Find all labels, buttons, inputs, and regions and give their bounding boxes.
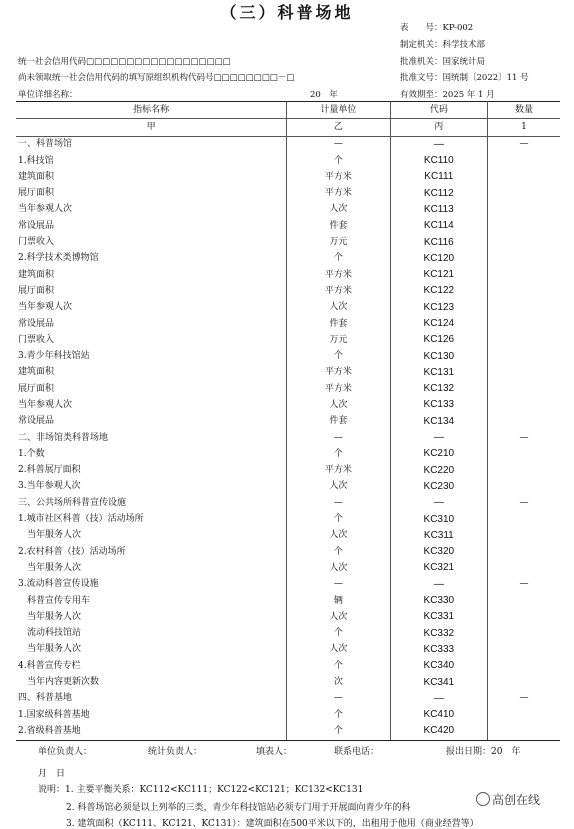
- indicator-name: 当年服务人次: [16, 528, 287, 544]
- credit-code-field: 统一社会信用代码□□□□□□□□□□□□□□□□□□: [18, 57, 231, 67]
- subheader-cell: 甲: [16, 119, 287, 136]
- quantity-cell[interactable]: [488, 658, 560, 674]
- unit-cell: 个: [287, 153, 390, 169]
- table-row: [16, 251, 560, 267]
- table-row: [16, 397, 560, 413]
- subheader-cell: 1: [488, 119, 560, 136]
- quantity-cell[interactable]: [488, 332, 560, 348]
- code-cell: KC111: [390, 169, 487, 185]
- unit-cell: 人次: [287, 642, 390, 658]
- watermark-text: 高创在线: [492, 793, 541, 807]
- indicator-name: 门票收入: [16, 234, 287, 250]
- indicator-name: 门票收入: [16, 332, 287, 348]
- header-quantity: 数量: [488, 102, 560, 119]
- quantity-cell[interactable]: [488, 169, 560, 185]
- quantity-cell[interactable]: [488, 348, 560, 364]
- watermark: [476, 791, 540, 808]
- table-row: [16, 577, 560, 593]
- code-cell: KC124: [390, 316, 487, 332]
- unit-cell: 平方米: [287, 185, 390, 201]
- indicator-name: 3.流动科普宣传设施: [16, 577, 287, 593]
- indicator-name: 1.个数: [16, 446, 287, 462]
- indicator-name: 2.科普展厅面积: [16, 463, 287, 479]
- code-cell: —: [390, 495, 487, 511]
- quantity-cell[interactable]: [488, 300, 560, 316]
- table-row: [16, 218, 560, 234]
- code-cell: KC132: [390, 381, 487, 397]
- unit-cell: 个: [287, 446, 390, 462]
- unit-cell: 人次: [287, 202, 390, 218]
- code-cell: KC123: [390, 300, 487, 316]
- code-cell: KC230: [390, 479, 487, 495]
- indicator-name: 建筑面积: [16, 169, 287, 185]
- indicator-name: 当年参观人次: [16, 202, 287, 218]
- indicator-name: 1.国家级科普基地: [16, 707, 287, 723]
- org-code-field: 尚未领取统一社会信用代码的填写原组织机构代码号□□□□□□□□－□: [18, 73, 295, 83]
- unit-cell: 个: [287, 723, 390, 740]
- code-cell: KC133: [390, 397, 487, 413]
- unit-cell: 个: [287, 707, 390, 723]
- form-number: 表 号：KP-002: [400, 23, 474, 33]
- quantity-cell[interactable]: [488, 234, 560, 250]
- indicator-name: 1.城市社区科普（技）活动场所: [16, 511, 287, 527]
- table-row: [16, 707, 560, 723]
- quantity-cell[interactable]: [488, 723, 560, 740]
- report-date-cont: 月 日: [38, 769, 66, 779]
- quantity-cell[interactable]: [488, 626, 560, 642]
- unit-cell: 个: [287, 348, 390, 364]
- code-cell: KC340: [390, 658, 487, 674]
- code-cell: KC321: [390, 560, 487, 576]
- code-cell: KC116: [390, 234, 487, 250]
- table-row: [16, 381, 560, 397]
- unit-cell: 人次: [287, 609, 390, 625]
- code-cell: KC332: [390, 626, 487, 642]
- unit-cell: 人次: [287, 560, 390, 576]
- code-cell: KC131: [390, 365, 487, 381]
- indicator-name: 常设展品: [16, 316, 287, 332]
- unit-cell: —: [287, 577, 390, 593]
- unit-cell: 平方米: [287, 365, 390, 381]
- quantity-cell[interactable]: [488, 479, 560, 495]
- quantity-cell[interactable]: [488, 446, 560, 462]
- subheader-cell: 丙: [390, 119, 487, 136]
- indicator-name: 三、公共场所科普宣传设施: [16, 495, 287, 511]
- stat-head-label: 统计负责人：: [148, 747, 203, 757]
- code-cell: KC330: [390, 593, 487, 609]
- indicator-name: 当年参观人次: [16, 397, 287, 413]
- table-row: [16, 723, 560, 740]
- indicator-name: 4.科普宣传专栏: [16, 658, 287, 674]
- indicator-name: 2.科学技术类博物馆: [16, 251, 287, 267]
- unit-name-field: 单位详细名称：: [18, 90, 78, 100]
- table-row: [16, 136, 560, 153]
- quantity-cell[interactable]: [488, 267, 560, 283]
- signature-line: [38, 744, 520, 757]
- table-row: [16, 511, 560, 527]
- indicator-name: 展厅面积: [16, 283, 287, 299]
- indicator-name: 常设展品: [16, 414, 287, 430]
- note-2: 2. 科普场馆必须是以上列举的三类，青少年科技馆站必须专门用于开展面向青少年的科: [66, 803, 411, 813]
- indicator-name: 3.当年参观人次: [16, 479, 287, 495]
- note-1: 说明：1. 主要平衡关系：KC112<KC111；KC122<KC121；KC132<KC131: [38, 785, 364, 795]
- unit-head-label: 单位负责人：: [38, 747, 93, 757]
- quantity-cell[interactable]: —: [519, 579, 529, 590]
- quantity-cell[interactable]: [488, 642, 560, 658]
- code-cell: KC331: [390, 609, 487, 625]
- table-row: [16, 348, 560, 364]
- indicator-name: 2.农村科普（技）活动场所: [16, 544, 287, 560]
- table-row: [16, 234, 560, 250]
- unit-cell: 个: [287, 544, 390, 560]
- code-cell: KC126: [390, 332, 487, 348]
- indicator-name: 建筑面积: [16, 267, 287, 283]
- quantity-cell[interactable]: [488, 707, 560, 723]
- indicator-name: 科普宣传专用车: [16, 593, 287, 609]
- table-row: [16, 414, 560, 430]
- unit-cell: 万元: [287, 234, 390, 250]
- table-row: [16, 642, 560, 658]
- unit-cell: 件套: [287, 218, 390, 234]
- code-cell: KC210: [390, 446, 487, 462]
- unit-cell: 平方米: [287, 267, 390, 283]
- code-cell: —: [390, 430, 487, 446]
- unit-cell: 平方米: [287, 381, 390, 397]
- table-row: [16, 185, 560, 201]
- code-cell: KC341: [390, 674, 487, 690]
- table-row: [16, 495, 560, 511]
- quantity-cell[interactable]: [488, 674, 560, 690]
- table-row: [16, 560, 560, 576]
- quantity-cell[interactable]: —: [519, 693, 529, 704]
- code-cell: KC134: [390, 414, 487, 430]
- header-indicator: 指标名称: [16, 102, 287, 119]
- quantity-cell[interactable]: [488, 544, 560, 560]
- report-period: 20 年: [310, 90, 338, 100]
- table-row: [16, 446, 560, 462]
- code-cell: KC130: [390, 348, 487, 364]
- indicator-name: 展厅面积: [16, 381, 287, 397]
- filler-label: 填表人：: [256, 747, 293, 757]
- unit-cell: 个: [287, 511, 390, 527]
- unit-cell: 件套: [287, 316, 390, 332]
- table-row: [16, 332, 560, 348]
- code-cell: KC122: [390, 283, 487, 299]
- quantity-cell[interactable]: —: [519, 497, 529, 508]
- indicator-name: 1.科技馆: [16, 153, 287, 169]
- quantity-cell[interactable]: [488, 381, 560, 397]
- valid-until: 有效期至：2025 年 1 月: [400, 90, 495, 100]
- table-row: [16, 544, 560, 560]
- code-cell: KC420: [390, 723, 487, 740]
- code-cell: KC311: [390, 528, 487, 544]
- unit-cell: 个: [287, 626, 390, 642]
- unit-cell: 人次: [287, 397, 390, 413]
- quantity-cell[interactable]: [488, 218, 560, 234]
- unit-cell: 平方米: [287, 169, 390, 185]
- code-cell: KC121: [390, 267, 487, 283]
- indicator-name: 当年内容更新次数: [16, 674, 287, 690]
- unit-cell: 平方米: [287, 463, 390, 479]
- code-cell: KC320: [390, 544, 487, 560]
- code-cell: KC113: [390, 202, 487, 218]
- code-cell: KC410: [390, 707, 487, 723]
- table-row: [16, 609, 560, 625]
- quantity-cell[interactable]: [488, 283, 560, 299]
- table-row: [16, 283, 560, 299]
- unit-cell: —: [287, 430, 390, 446]
- indicator-name: 常设展品: [16, 218, 287, 234]
- indicator-name: 二、非场馆类科普场地: [16, 430, 287, 446]
- venue-table: [16, 101, 560, 741]
- phone-label: 联系电话：: [334, 747, 380, 757]
- indicator-name: 建筑面积: [16, 365, 287, 381]
- unit-cell: 次: [287, 674, 390, 690]
- table-row: [16, 658, 560, 674]
- approval-number: 批准文号：国统制〔2022〕11 号: [400, 73, 529, 83]
- indicator-name: 一、科普场馆: [16, 136, 287, 153]
- table-row: [16, 691, 560, 707]
- table-row: [16, 463, 560, 479]
- unit-cell: —: [287, 136, 390, 153]
- wechat-icon: [476, 792, 490, 806]
- quantity-cell[interactable]: [488, 609, 560, 625]
- code-cell: KC310: [390, 511, 487, 527]
- unit-cell: 人次: [287, 528, 390, 544]
- table-row: [16, 153, 560, 169]
- unit-cell: 人次: [287, 479, 390, 495]
- unit-cell: 辆: [287, 593, 390, 609]
- table-row: [16, 430, 560, 446]
- quantity-cell[interactable]: [488, 414, 560, 430]
- quantity-cell[interactable]: [488, 397, 560, 413]
- subheader-cell: 乙: [287, 119, 390, 136]
- indicator-name: 当年服务人次: [16, 560, 287, 576]
- code-cell: —: [390, 136, 487, 153]
- header-unit: 计量单位: [287, 102, 390, 119]
- indicator-name: 当年服务人次: [16, 609, 287, 625]
- code-cell: KC114: [390, 218, 487, 234]
- table-row: [16, 479, 560, 495]
- quantity-cell[interactable]: —: [519, 432, 529, 443]
- issuing-authority: 制定机关：科学技术部: [400, 40, 486, 50]
- quantity-cell[interactable]: [488, 153, 560, 169]
- indicator-name: 展厅面积: [16, 185, 287, 201]
- quantity-cell[interactable]: [488, 528, 560, 544]
- code-cell: —: [390, 577, 487, 593]
- indicator-name: 当年服务人次: [16, 642, 287, 658]
- table-row: [16, 316, 560, 332]
- report-date-label: 报出日期：20 年: [446, 747, 521, 757]
- indicator-name: 当年参观人次: [16, 300, 287, 316]
- quantity-cell[interactable]: [488, 185, 560, 201]
- quantity-cell[interactable]: [488, 316, 560, 332]
- table-row: [16, 300, 560, 316]
- table-row: [16, 202, 560, 218]
- quantity-cell[interactable]: [488, 593, 560, 609]
- code-cell: KC333: [390, 642, 487, 658]
- unit-cell: 万元: [287, 332, 390, 348]
- table-row: [16, 674, 560, 690]
- quantity-cell[interactable]: [488, 511, 560, 527]
- code-cell: KC220: [390, 463, 487, 479]
- code-cell: KC110: [390, 153, 487, 169]
- quantity-cell[interactable]: —: [519, 139, 529, 150]
- approving-authority: 批准机关：国家统计局: [400, 57, 486, 67]
- table-row: [16, 169, 560, 185]
- header-code: 代码: [390, 102, 487, 119]
- code-cell: —: [390, 691, 487, 707]
- quantity-cell[interactable]: [488, 560, 560, 576]
- quantity-cell[interactable]: [488, 251, 560, 267]
- unit-cell: 人次: [287, 300, 390, 316]
- table-row: [16, 267, 560, 283]
- code-cell: KC112: [390, 185, 487, 201]
- code-cell: KC120: [390, 251, 487, 267]
- note-3: 3. 建筑面积（KC111、KC121、KC131）：建筑面积在500平米以下的，出租用于他用（商业经营等）: [66, 819, 479, 829]
- indicator-name: 流动科技馆站: [16, 626, 287, 642]
- page-title: （三）科普场地: [220, 3, 354, 22]
- unit-cell: —: [287, 691, 390, 707]
- table-row: [16, 626, 560, 642]
- quantity-cell[interactable]: [488, 463, 560, 479]
- unit-cell: 件套: [287, 414, 390, 430]
- quantity-cell[interactable]: [488, 202, 560, 218]
- unit-cell: 个: [287, 658, 390, 674]
- table-row: [16, 365, 560, 381]
- quantity-cell[interactable]: [488, 365, 560, 381]
- indicator-name: 3.青少年科技馆站: [16, 348, 287, 364]
- indicator-name: 四、科普基地: [16, 691, 287, 707]
- unit-cell: 个: [287, 251, 390, 267]
- table-row: [16, 593, 560, 609]
- table-row: [16, 528, 560, 544]
- unit-cell: 平方米: [287, 283, 390, 299]
- indicator-name: 2.省级科普基地: [16, 723, 287, 740]
- unit-cell: —: [287, 495, 390, 511]
